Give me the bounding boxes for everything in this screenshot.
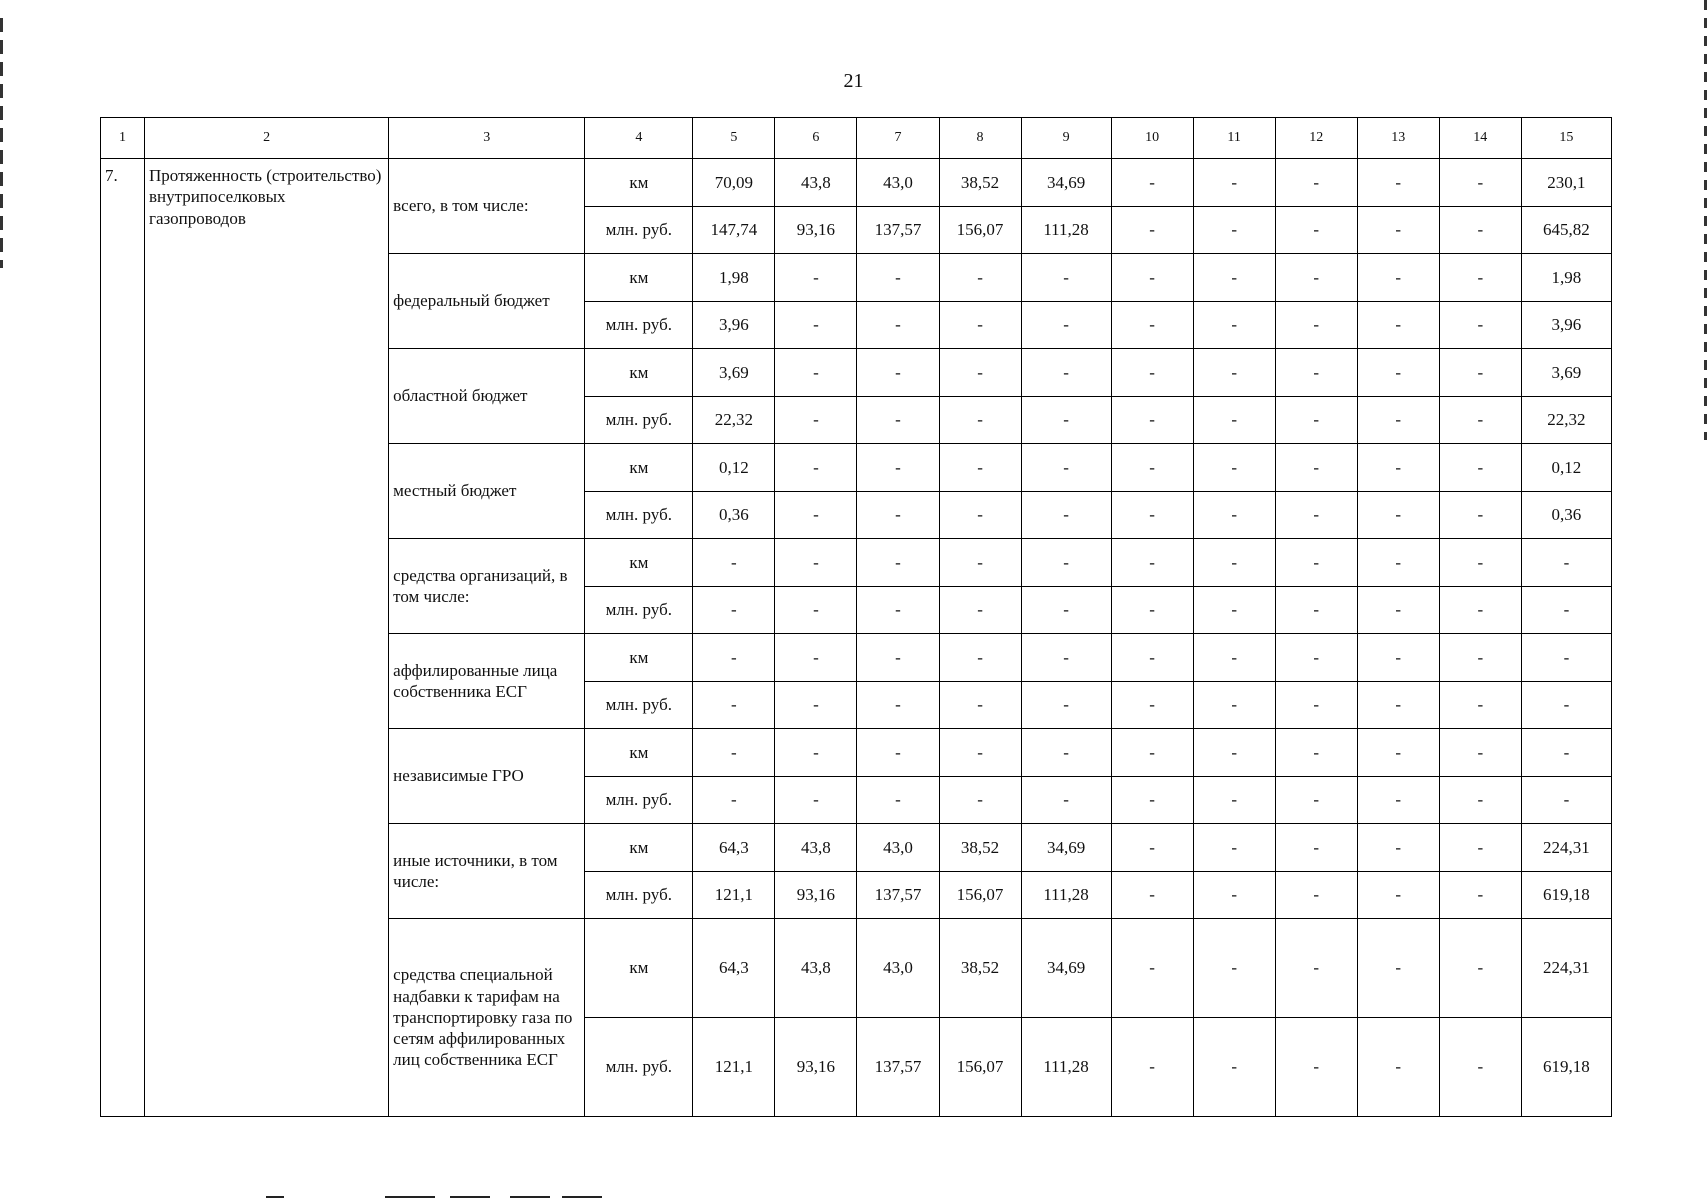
value-cell: - (1111, 159, 1193, 207)
value-cell: - (939, 776, 1021, 824)
value-cell: 156,07 (939, 1018, 1021, 1117)
value-cell: - (1111, 729, 1193, 777)
value-cell: 0,12 (693, 444, 775, 492)
value-cell: - (939, 301, 1021, 349)
value-cell: - (775, 301, 857, 349)
value-cell: - (1357, 634, 1439, 682)
value-cell: - (1439, 681, 1521, 729)
column-header: 8 (939, 118, 1021, 159)
value-cell: 64,3 (693, 824, 775, 872)
value-cell: - (1021, 634, 1111, 682)
value-cell: - (1021, 491, 1111, 539)
value-cell: - (1111, 919, 1193, 1018)
value-cell: 93,16 (775, 1018, 857, 1117)
scan-artifact-line (510, 1196, 550, 1198)
value-cell: 38,52 (939, 159, 1021, 207)
unit-cell: млн. руб. (585, 776, 693, 824)
value-cell: 224,31 (1521, 919, 1611, 1018)
value-cell: - (857, 491, 939, 539)
value-cell: 64,3 (693, 919, 775, 1018)
value-cell: - (1193, 681, 1275, 729)
value-cell: - (1021, 301, 1111, 349)
unit-cell: км (585, 729, 693, 777)
column-header: 13 (1357, 118, 1439, 159)
value-cell: - (1357, 539, 1439, 587)
value-cell: - (1357, 301, 1439, 349)
value-cell: - (857, 254, 939, 302)
value-cell: - (1111, 301, 1193, 349)
column-header: 12 (1275, 118, 1357, 159)
value-cell: - (1439, 396, 1521, 444)
scan-artifact-line (266, 1196, 284, 1198)
value-cell: 34,69 (1021, 824, 1111, 872)
funding-source: средства организаций, в том числе: (389, 539, 585, 634)
value-cell: - (1193, 254, 1275, 302)
value-cell: - (1193, 444, 1275, 492)
value-cell: - (1275, 491, 1357, 539)
value-cell: - (857, 634, 939, 682)
value-cell: - (1275, 159, 1357, 207)
value-cell: - (1439, 776, 1521, 824)
scan-artifact-line (562, 1196, 602, 1198)
unit-cell: км (585, 444, 693, 492)
value-cell: 121,1 (693, 871, 775, 919)
value-cell: - (1275, 824, 1357, 872)
value-cell: - (1357, 729, 1439, 777)
value-cell: - (1521, 539, 1611, 587)
value-cell: - (1521, 586, 1611, 634)
column-header: 6 (775, 118, 857, 159)
value-cell: - (857, 301, 939, 349)
value-cell: - (1111, 824, 1193, 872)
scan-artifact-line (450, 1196, 490, 1198)
value-cell: - (1193, 634, 1275, 682)
unit-cell: км (585, 634, 693, 682)
value-cell: - (1275, 634, 1357, 682)
value-cell: - (1111, 586, 1193, 634)
value-cell: - (1021, 776, 1111, 824)
value-cell: - (1275, 681, 1357, 729)
value-cell: 70,09 (693, 159, 775, 207)
value-cell: - (1111, 681, 1193, 729)
value-cell: - (1193, 871, 1275, 919)
value-cell: 156,07 (939, 206, 1021, 254)
value-cell: - (775, 539, 857, 587)
funding-source: иные источники, в том числе: (389, 824, 585, 919)
unit-cell: млн. руб. (585, 301, 693, 349)
column-header: 14 (1439, 118, 1521, 159)
value-cell: - (1111, 254, 1193, 302)
value-cell: 43,8 (775, 919, 857, 1018)
value-cell: 619,18 (1521, 1018, 1611, 1117)
value-cell: - (1439, 539, 1521, 587)
value-cell: 43,0 (857, 824, 939, 872)
value-cell: - (939, 491, 1021, 539)
value-cell: - (1193, 491, 1275, 539)
value-cell: - (939, 254, 1021, 302)
value-cell: 0,36 (693, 491, 775, 539)
value-cell: 3,69 (693, 349, 775, 397)
value-cell: 645,82 (1521, 206, 1611, 254)
funding-source: средства специальной надбавки к тарифам на транспортировку газа по сетям аффилированных лиц собственника ЕСГ (389, 919, 585, 1117)
value-cell: - (775, 634, 857, 682)
value-cell: - (1275, 396, 1357, 444)
value-cell: - (1439, 871, 1521, 919)
value-cell: - (1357, 871, 1439, 919)
value-cell: - (1021, 586, 1111, 634)
value-cell: - (775, 349, 857, 397)
value-cell: - (939, 396, 1021, 444)
value-cell: 1,98 (1521, 254, 1611, 302)
table-body (101, 118, 1612, 1117)
column-header: 9 (1021, 118, 1111, 159)
value-cell: - (1111, 396, 1193, 444)
value-cell: - (1193, 824, 1275, 872)
value-cell: 43,8 (775, 824, 857, 872)
value-cell: - (693, 776, 775, 824)
value-cell: - (1021, 539, 1111, 587)
value-cell: 619,18 (1521, 871, 1611, 919)
value-cell: - (1357, 586, 1439, 634)
value-cell: - (1111, 871, 1193, 919)
value-cell: - (857, 539, 939, 587)
column-header: 10 (1111, 118, 1193, 159)
column-header: 3 (389, 118, 585, 159)
value-cell: - (1357, 776, 1439, 824)
value-cell: - (1021, 444, 1111, 492)
value-cell: - (857, 444, 939, 492)
value-cell: - (1439, 586, 1521, 634)
value-cell: 43,0 (857, 919, 939, 1018)
value-cell: - (1275, 206, 1357, 254)
value-cell: - (1111, 349, 1193, 397)
value-cell: 3,69 (1521, 349, 1611, 397)
value-cell: 38,52 (939, 824, 1021, 872)
value-cell: 93,16 (775, 206, 857, 254)
unit-cell: км (585, 349, 693, 397)
value-cell: 111,28 (1021, 871, 1111, 919)
value-cell: 111,28 (1021, 206, 1111, 254)
value-cell: - (1439, 301, 1521, 349)
unit-cell: млн. руб. (585, 586, 693, 634)
value-cell: - (1275, 871, 1357, 919)
value-cell: - (775, 444, 857, 492)
value-cell: - (1439, 634, 1521, 682)
value-cell: - (693, 539, 775, 587)
value-cell: - (1357, 824, 1439, 872)
value-cell: - (1021, 729, 1111, 777)
value-cell: - (1439, 206, 1521, 254)
value-cell: - (857, 586, 939, 634)
unit-cell: км (585, 254, 693, 302)
value-cell: 224,31 (1521, 824, 1611, 872)
table-row (101, 159, 1612, 207)
value-cell: - (1275, 539, 1357, 587)
value-cell: - (939, 444, 1021, 492)
header-row (101, 118, 1612, 159)
value-cell: - (775, 586, 857, 634)
value-cell: - (1357, 396, 1439, 444)
funding-source: аффилированные лица собственника ЕСГ (389, 634, 585, 729)
value-cell: - (1521, 634, 1611, 682)
value-cell: 43,0 (857, 159, 939, 207)
value-cell: - (775, 491, 857, 539)
funding-source: всего, в том числе: (389, 159, 585, 254)
value-cell: - (1357, 491, 1439, 539)
value-cell: - (939, 681, 1021, 729)
value-cell: - (1357, 919, 1439, 1018)
value-cell: - (1193, 586, 1275, 634)
value-cell: - (1275, 444, 1357, 492)
value-cell: - (1357, 206, 1439, 254)
unit-cell: км (585, 159, 693, 207)
value-cell: - (1439, 254, 1521, 302)
scan-artifact-line (385, 1196, 435, 1198)
column-header: 1 (101, 118, 145, 159)
value-cell: 137,57 (857, 871, 939, 919)
column-header: 11 (1193, 118, 1275, 159)
column-header: 15 (1521, 118, 1611, 159)
value-cell: - (775, 254, 857, 302)
value-cell: - (1521, 681, 1611, 729)
value-cell: - (1275, 586, 1357, 634)
value-cell: - (1193, 539, 1275, 587)
data-table (100, 117, 1612, 1117)
value-cell: - (939, 349, 1021, 397)
value-cell: - (1439, 159, 1521, 207)
value-cell: - (1275, 919, 1357, 1018)
value-cell: - (857, 729, 939, 777)
value-cell: - (1111, 444, 1193, 492)
page-number: 21 (843, 70, 864, 92)
value-cell: - (775, 681, 857, 729)
value-cell: - (1111, 1018, 1193, 1117)
unit-cell: млн. руб. (585, 206, 693, 254)
value-cell: - (1439, 1018, 1521, 1117)
value-cell: 3,96 (693, 301, 775, 349)
value-cell: - (1193, 349, 1275, 397)
value-cell: 38,52 (939, 919, 1021, 1018)
value-cell: - (1275, 301, 1357, 349)
value-cell: - (939, 586, 1021, 634)
value-cell: - (1275, 1018, 1357, 1117)
funding-source: областной бюджет (389, 349, 585, 444)
value-cell: 34,69 (1021, 919, 1111, 1018)
value-cell: - (857, 776, 939, 824)
value-cell: 0,12 (1521, 444, 1611, 492)
value-cell: - (1521, 776, 1611, 824)
value-cell: - (1439, 349, 1521, 397)
column-header: 4 (585, 118, 693, 159)
unit-cell: млн. руб. (585, 681, 693, 729)
value-cell: 137,57 (857, 1018, 939, 1117)
funding-source: местный бюджет (389, 444, 585, 539)
value-cell: - (1357, 349, 1439, 397)
value-cell: - (1439, 444, 1521, 492)
indicator-name: Протяженность (строительство) внутрипоселковых газопроводов (145, 159, 389, 1117)
value-cell: 43,8 (775, 159, 857, 207)
value-cell: 230,1 (1521, 159, 1611, 207)
value-cell: - (1021, 396, 1111, 444)
value-cell: 1,98 (693, 254, 775, 302)
value-cell: - (1357, 1018, 1439, 1117)
value-cell: - (857, 349, 939, 397)
value-cell: - (1021, 681, 1111, 729)
value-cell: - (775, 776, 857, 824)
value-cell: - (1193, 776, 1275, 824)
value-cell: - (693, 681, 775, 729)
value-cell: - (1111, 491, 1193, 539)
value-cell: - (1439, 491, 1521, 539)
value-cell: - (1021, 349, 1111, 397)
value-cell: - (1275, 349, 1357, 397)
value-cell: - (1521, 729, 1611, 777)
value-cell: - (939, 729, 1021, 777)
unit-cell: км (585, 539, 693, 587)
value-cell: - (1021, 254, 1111, 302)
value-cell: 3,96 (1521, 301, 1611, 349)
value-cell: - (857, 396, 939, 444)
value-cell: - (1357, 681, 1439, 729)
value-cell: - (1193, 301, 1275, 349)
value-cell: 22,32 (693, 396, 775, 444)
value-cell: - (693, 634, 775, 682)
value-cell: 34,69 (1021, 159, 1111, 207)
column-header: 2 (145, 118, 389, 159)
value-cell: 156,07 (939, 871, 1021, 919)
value-cell: - (1439, 824, 1521, 872)
value-cell: - (1193, 396, 1275, 444)
unit-cell: млн. руб. (585, 871, 693, 919)
value-cell: - (1357, 159, 1439, 207)
value-cell: - (1357, 254, 1439, 302)
value-cell: 137,57 (857, 206, 939, 254)
column-header: 7 (857, 118, 939, 159)
value-cell: - (1193, 729, 1275, 777)
value-cell: - (1439, 919, 1521, 1018)
item-number: 7. (101, 159, 145, 1117)
value-cell: - (1111, 539, 1193, 587)
scan-edge-marks-left (0, 18, 3, 268)
value-cell: - (1111, 776, 1193, 824)
value-cell: 93,16 (775, 871, 857, 919)
value-cell: - (1439, 729, 1521, 777)
value-cell: - (693, 586, 775, 634)
value-cell: - (1275, 729, 1357, 777)
value-cell: 111,28 (1021, 1018, 1111, 1117)
value-cell: 0,36 (1521, 491, 1611, 539)
value-cell: - (1111, 634, 1193, 682)
value-cell: - (693, 729, 775, 777)
unit-cell: млн. руб. (585, 1018, 693, 1117)
value-cell: 147,74 (693, 206, 775, 254)
value-cell: - (1357, 444, 1439, 492)
value-cell: - (1275, 776, 1357, 824)
funding-source: независимые ГРО (389, 729, 585, 824)
column-header: 5 (693, 118, 775, 159)
unit-cell: млн. руб. (585, 491, 693, 539)
value-cell: - (1193, 206, 1275, 254)
value-cell: 22,32 (1521, 396, 1611, 444)
value-cell: - (775, 729, 857, 777)
unit-cell: км (585, 919, 693, 1018)
value-cell: - (1193, 1018, 1275, 1117)
unit-cell: млн. руб. (585, 396, 693, 444)
value-cell: - (857, 681, 939, 729)
value-cell: - (1193, 159, 1275, 207)
value-cell: - (1111, 206, 1193, 254)
value-cell: 121,1 (693, 1018, 775, 1117)
value-cell: - (1275, 254, 1357, 302)
value-cell: - (939, 539, 1021, 587)
value-cell: - (1193, 919, 1275, 1018)
unit-cell: км (585, 824, 693, 872)
value-cell: - (775, 396, 857, 444)
funding-source: федеральный бюджет (389, 254, 585, 349)
value-cell: - (939, 634, 1021, 682)
